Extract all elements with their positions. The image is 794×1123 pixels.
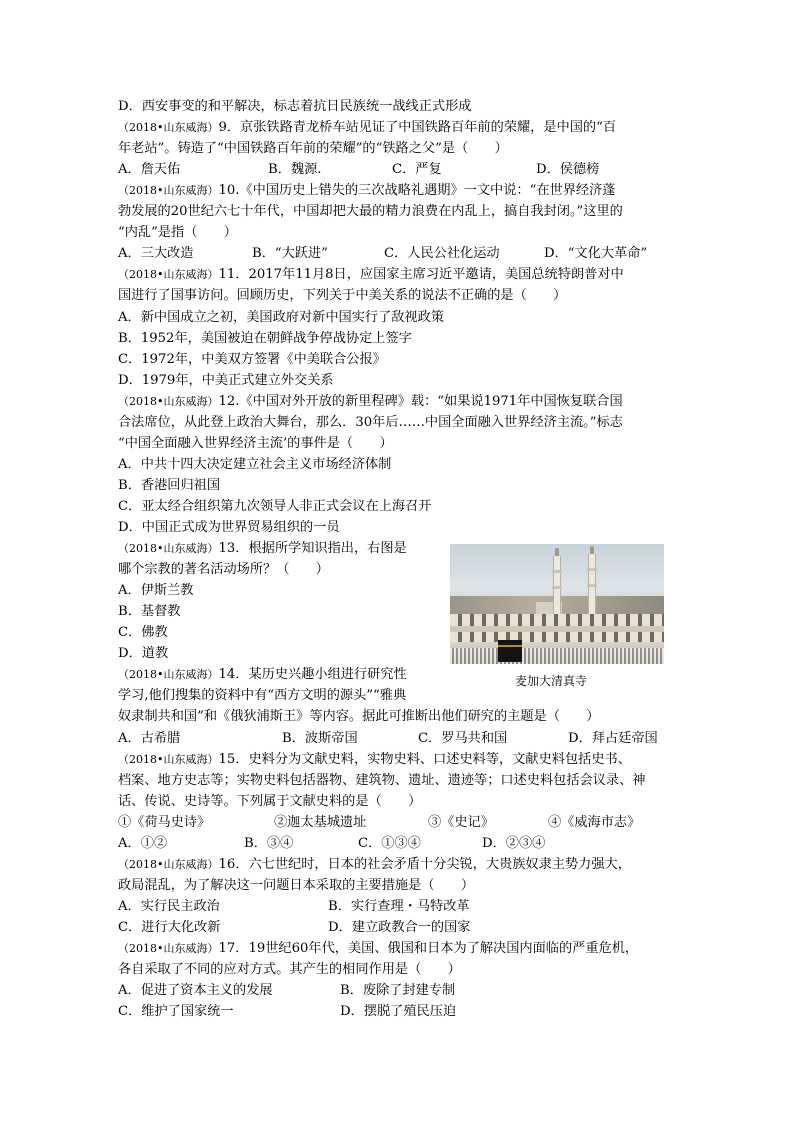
- question-source: （2018•山东威海）: [118, 942, 219, 955]
- photo-kaaba: [498, 640, 522, 662]
- answer-option: A．古希腊: [118, 730, 181, 746]
- text-content: 奴隶制共和国”和《俄狄浦斯王》等内容。据此可推断出他们研究的主题是（ ）: [118, 709, 600, 725]
- question-stem: 10.《中国历史上错失的三次战略礼遇期》一文中说：“在世界经济蓬: [218, 183, 616, 199]
- text-line: [118, 559, 329, 580]
- text-line: [118, 643, 168, 664]
- text-line: [118, 959, 461, 980]
- question-stem: 15．史料分为文献史料，实物史料、口述史料等，文献史料包括史书、: [218, 751, 631, 767]
- text-line: [118, 875, 474, 896]
- answer-option: A．詹天佑: [118, 162, 181, 178]
- text-line: [118, 433, 393, 454]
- text-line: [118, 622, 168, 643]
- text-content: 国进行了国事访问。回顾历史，下列关于中美关系的说法不正确的是（ ）: [118, 288, 567, 304]
- text-line: [118, 349, 386, 370]
- text-line: [118, 391, 623, 412]
- answer-option: D．“文化大革命”: [544, 246, 648, 262]
- text-content: B．1952年，美国被迫在朝鲜战争停战协定上签字: [118, 330, 412, 346]
- text-line: [118, 264, 624, 285]
- text-content: A．中共十四大决定建立社会主义市场经济体制: [118, 456, 392, 472]
- answer-option: ②迦太基城遗址: [274, 814, 367, 830]
- text-line: [118, 222, 237, 243]
- question-stem: 12.《中国对外开放的新里程碑》载：“如果说1971年中国恢复联合国: [218, 393, 623, 409]
- question-source: （2018•山东威海）: [118, 184, 219, 198]
- text-line: [118, 791, 421, 812]
- text-line: [118, 496, 431, 517]
- text-content: 政局混乱，为了解决这一问题日本采取的主要措施是（ ）: [118, 877, 475, 893]
- text-line: [118, 475, 220, 496]
- text-content: C．1972年，中美双方签署《中美联合公报》: [118, 351, 386, 367]
- answer-option: A．①②: [118, 835, 168, 851]
- text-line: [118, 117, 616, 138]
- text-line: [118, 664, 407, 685]
- text-line: [118, 412, 623, 433]
- text-line: [118, 180, 615, 201]
- text-content: 合法席位，从此登上政治大舞台，那么．30年后……中国全面融入世界经济主流。”标志: [118, 414, 623, 430]
- text-content: A．新中国成立之初，美国政府对新中国实行了敌视政策: [118, 309, 445, 325]
- answer-option: B．“大跃进”: [252, 246, 328, 262]
- text-line: [118, 770, 646, 791]
- answer-option: B．魏源.: [268, 162, 322, 178]
- answer-option: C．进行大化改新: [118, 919, 221, 935]
- answer-option: D．建立政教合一的国家: [328, 919, 471, 935]
- text-content: 档案、地方史志等；实物史料包括器物、建筑物、遗址、遗迹等；口述史料包括会议录、神: [118, 772, 646, 788]
- answer-option: A．促进了资本主义的发展: [118, 983, 273, 999]
- mosque-photo: [450, 544, 664, 664]
- question-source: （2018•山东威海）: [118, 857, 219, 871]
- text-line: [118, 706, 600, 727]
- text-content: “内乱”是指（ ）: [118, 225, 237, 241]
- text-line: [118, 938, 638, 959]
- question-stem: 16．六七世纪时，日本的社会矛盾十分尖锐，大贵族奴隶主势力强大，: [218, 856, 631, 872]
- question-source: （2018•山东威海）: [118, 542, 219, 556]
- answer-option: C．人民公社化运动: [384, 246, 500, 262]
- answer-option: A．三大改造: [118, 246, 194, 262]
- text-line: [118, 601, 180, 622]
- answer-option: C．严复: [392, 162, 442, 178]
- text-content: B．基督教: [118, 604, 181, 620]
- figure-caption: 麦加大清真寺: [515, 674, 588, 688]
- answer-option: A．实行民主政治: [118, 898, 220, 914]
- text-line: [118, 201, 623, 222]
- question-stem: 13．根据所学知识指出，右图是: [218, 541, 407, 557]
- answer-option: ④《威海市志》: [548, 814, 641, 830]
- answer-option: C．①③④: [358, 835, 421, 851]
- question-source: （2018•山东威海）: [118, 394, 219, 408]
- text-line: [118, 454, 391, 475]
- answer-option: D．侯德榜: [536, 162, 600, 178]
- answer-option: B．废除了封建专制: [340, 983, 456, 999]
- answer-option: C．维护了国家统一: [118, 1004, 234, 1020]
- answer-option: ①《荷马史诗》: [118, 814, 211, 830]
- answer-option: B．波斯帝国: [282, 730, 358, 746]
- answer-option: B．③④: [244, 835, 294, 851]
- answer-option: D．摆脱了殖民压迫: [340, 1004, 457, 1020]
- text-line: [118, 96, 471, 117]
- photo-crowd: [450, 648, 664, 664]
- answer-option: C．罗马共和国: [418, 730, 508, 746]
- answer-option: ③《史记》: [428, 814, 494, 830]
- text-content: A．伊斯兰教: [118, 583, 194, 599]
- answer-option: B．实行查理・马特改革: [328, 898, 470, 914]
- photo-arcade-band: [450, 626, 664, 632]
- text-content: 各自采取了不同的应对方式。其产生的相同作用是（ ）: [118, 962, 461, 978]
- photo-minaret-right: [588, 554, 596, 614]
- text-content: 勃发展的20世纪六七十年代，中国却把大最的精力浪费在内乱上，搞自我封闭。”这里的: [118, 204, 623, 220]
- answer-option: D．②③④: [482, 835, 546, 851]
- text-content: D．道教: [118, 646, 169, 662]
- text-line: [118, 580, 193, 601]
- text-content: “中国全面融入世界经济主流’的事件是（ ）: [118, 435, 393, 451]
- text-line: [118, 685, 406, 706]
- question-stem: 11．2017年11月8日，应国家主席习近平邀请，美国总统特朗普对中: [218, 267, 624, 283]
- text-content: C．佛教: [118, 625, 168, 641]
- question-stem: 14．某历史兴趣小组进行研究性: [218, 667, 407, 683]
- question-source: （2018•山东威海）: [118, 121, 219, 135]
- text-content: 学习,他们搜集的资料中有“西方文明的源头”“雅典: [118, 688, 407, 704]
- text-content: D．中国正式成为世界贸易组织的一员: [118, 520, 340, 535]
- text-line: [118, 538, 407, 559]
- text-content: 话、传说、史诗等。下列属于文献史料的是（ ）: [118, 793, 422, 809]
- text-line: [118, 328, 412, 349]
- text-line: [118, 854, 631, 875]
- question-source: （2018•山东威海）: [118, 268, 219, 282]
- text-line: [118, 285, 566, 306]
- text-content: B．香港回归祖国: [118, 477, 221, 493]
- question-stem: 17．19世纪60年代，美国、俄国和日本为了解决国内面临的严重危机，: [218, 941, 639, 956]
- text-content: D．1979年，中美正式建立外交关系: [118, 372, 334, 388]
- text-line: [118, 749, 631, 770]
- text-line: [118, 517, 340, 538]
- text-content: C．亚太经合组织第九次领导人非正式会议在上海召开: [118, 498, 432, 514]
- question-source: （2018•山东威海）: [118, 668, 219, 682]
- question-stem: 9．京张铁路青龙桥车站见证了中国铁路百年前的荣耀，是中国的“百: [218, 120, 617, 136]
- text-line: [118, 138, 508, 159]
- text-content: D．西安事变的和平解决，标志着抗日民族统一战线正式形成: [118, 99, 472, 114]
- text-line: [118, 370, 334, 391]
- photo-minaret-left: [553, 556, 561, 614]
- question-source: （2018•山东威海）: [118, 752, 219, 766]
- text-content: 哪个宗教的著名活动场所？（ ）: [118, 562, 329, 578]
- text-content: 年老站”。铸造了“中国铁路百年前的荣耀”的“铁路之父”是（ ）: [118, 141, 508, 157]
- answer-option: D．拜占廷帝国: [568, 730, 658, 746]
- text-line: [118, 307, 444, 328]
